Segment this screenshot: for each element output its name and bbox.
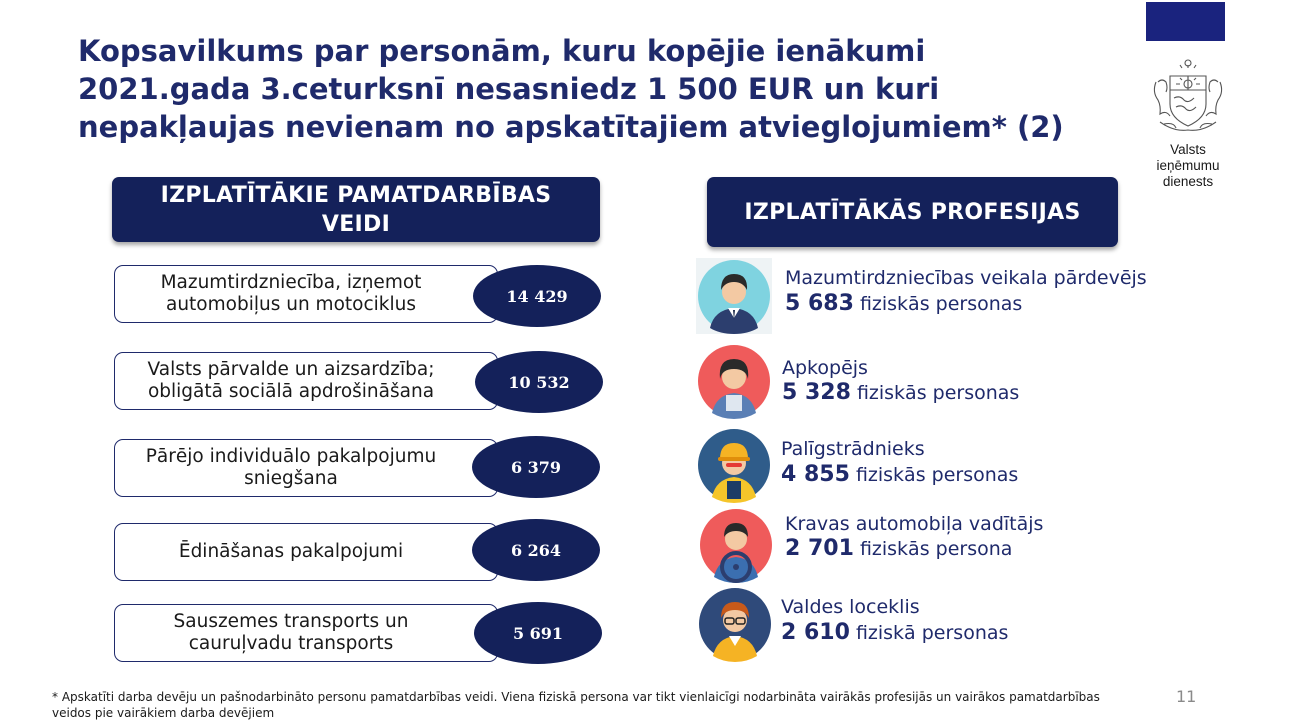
vid-logo-text: Valsts ieņēmumu dienests xyxy=(1156,142,1220,189)
activity-value-5: 5 691 xyxy=(474,602,602,664)
activity-item-3: Pārējo individuālo pakalpojumu sniegšana xyxy=(114,439,498,497)
profession-name-5: Valdes loceklis xyxy=(781,596,920,618)
activity-value-1: 14 429 xyxy=(473,265,601,327)
profession-count-4: 2 701 fiziskās persona xyxy=(785,536,1013,561)
vid-logo xyxy=(1140,52,1236,190)
profession-count-2: 5 328 fiziskās personas xyxy=(782,380,1020,405)
activity-item-5: Sauszemes transports un cauruļvadu transports xyxy=(114,604,498,662)
profession-name-2: Apkopējs xyxy=(782,357,868,379)
footnote: * Apskatīti darba devēju un pašnodarbināto personu pamatdarbības veidi. Viena fiziskā persona var tikt vienlaicīgi nodarbināta vairākās profesijās un vairākos pamatdarbības veidos pie vairākiem darba devējiem xyxy=(52,690,1100,720)
activity-item-2: Valsts pārvalde un aizsardzība; obligātā sociālā apdrošināšana xyxy=(114,352,498,410)
activity-value-3: 6 379 xyxy=(472,436,600,498)
coat-of-arms-icon xyxy=(1146,52,1230,138)
activities-heading: IZPLATĪTĀKIE PAMATDARBĪBAS VEIDI xyxy=(112,177,600,242)
page-number: 11 xyxy=(1176,687,1197,706)
page-title: Kopsavilkums par personām, kuru kopējie ienākumi 2021.gada 3.ceturksnī nesasniedz 1 500 EUR un kuri nepakļaujas nevienam no apskatītajiem atvieglojumiem* (2) xyxy=(78,34,1064,144)
activity-value-4: 6 264 xyxy=(472,519,600,581)
driver-icon xyxy=(698,507,774,583)
profession-count-3: 4 855 fiziskās personas xyxy=(781,462,1019,487)
activity-item-1: Mazumtirdzniecība, izņemot automobiļus un motociklus xyxy=(114,265,498,323)
worker-icon xyxy=(696,427,772,503)
profession-count-5: 2 610 fiziskā personas xyxy=(781,620,1009,645)
board-member-icon xyxy=(697,586,773,662)
profession-name-4: Kravas automobiļa vadītājs xyxy=(785,513,1044,535)
activity-item-4: Ēdināšanas pakalpojumi xyxy=(114,523,498,581)
professions-heading: IZPLATĪTĀKĀS PROFESIJAS xyxy=(707,177,1118,247)
activity-value-2: 10 532 xyxy=(475,351,603,413)
profession-name-3: Palīgstrādnieks xyxy=(781,438,925,460)
salesperson-icon xyxy=(696,258,772,334)
profession-name-1: Mazumtirdzniecības veikala pārdevējs xyxy=(785,267,1147,289)
profession-count-1: 5 683 fiziskās personas xyxy=(785,291,1023,316)
cleaner-icon xyxy=(696,343,772,419)
